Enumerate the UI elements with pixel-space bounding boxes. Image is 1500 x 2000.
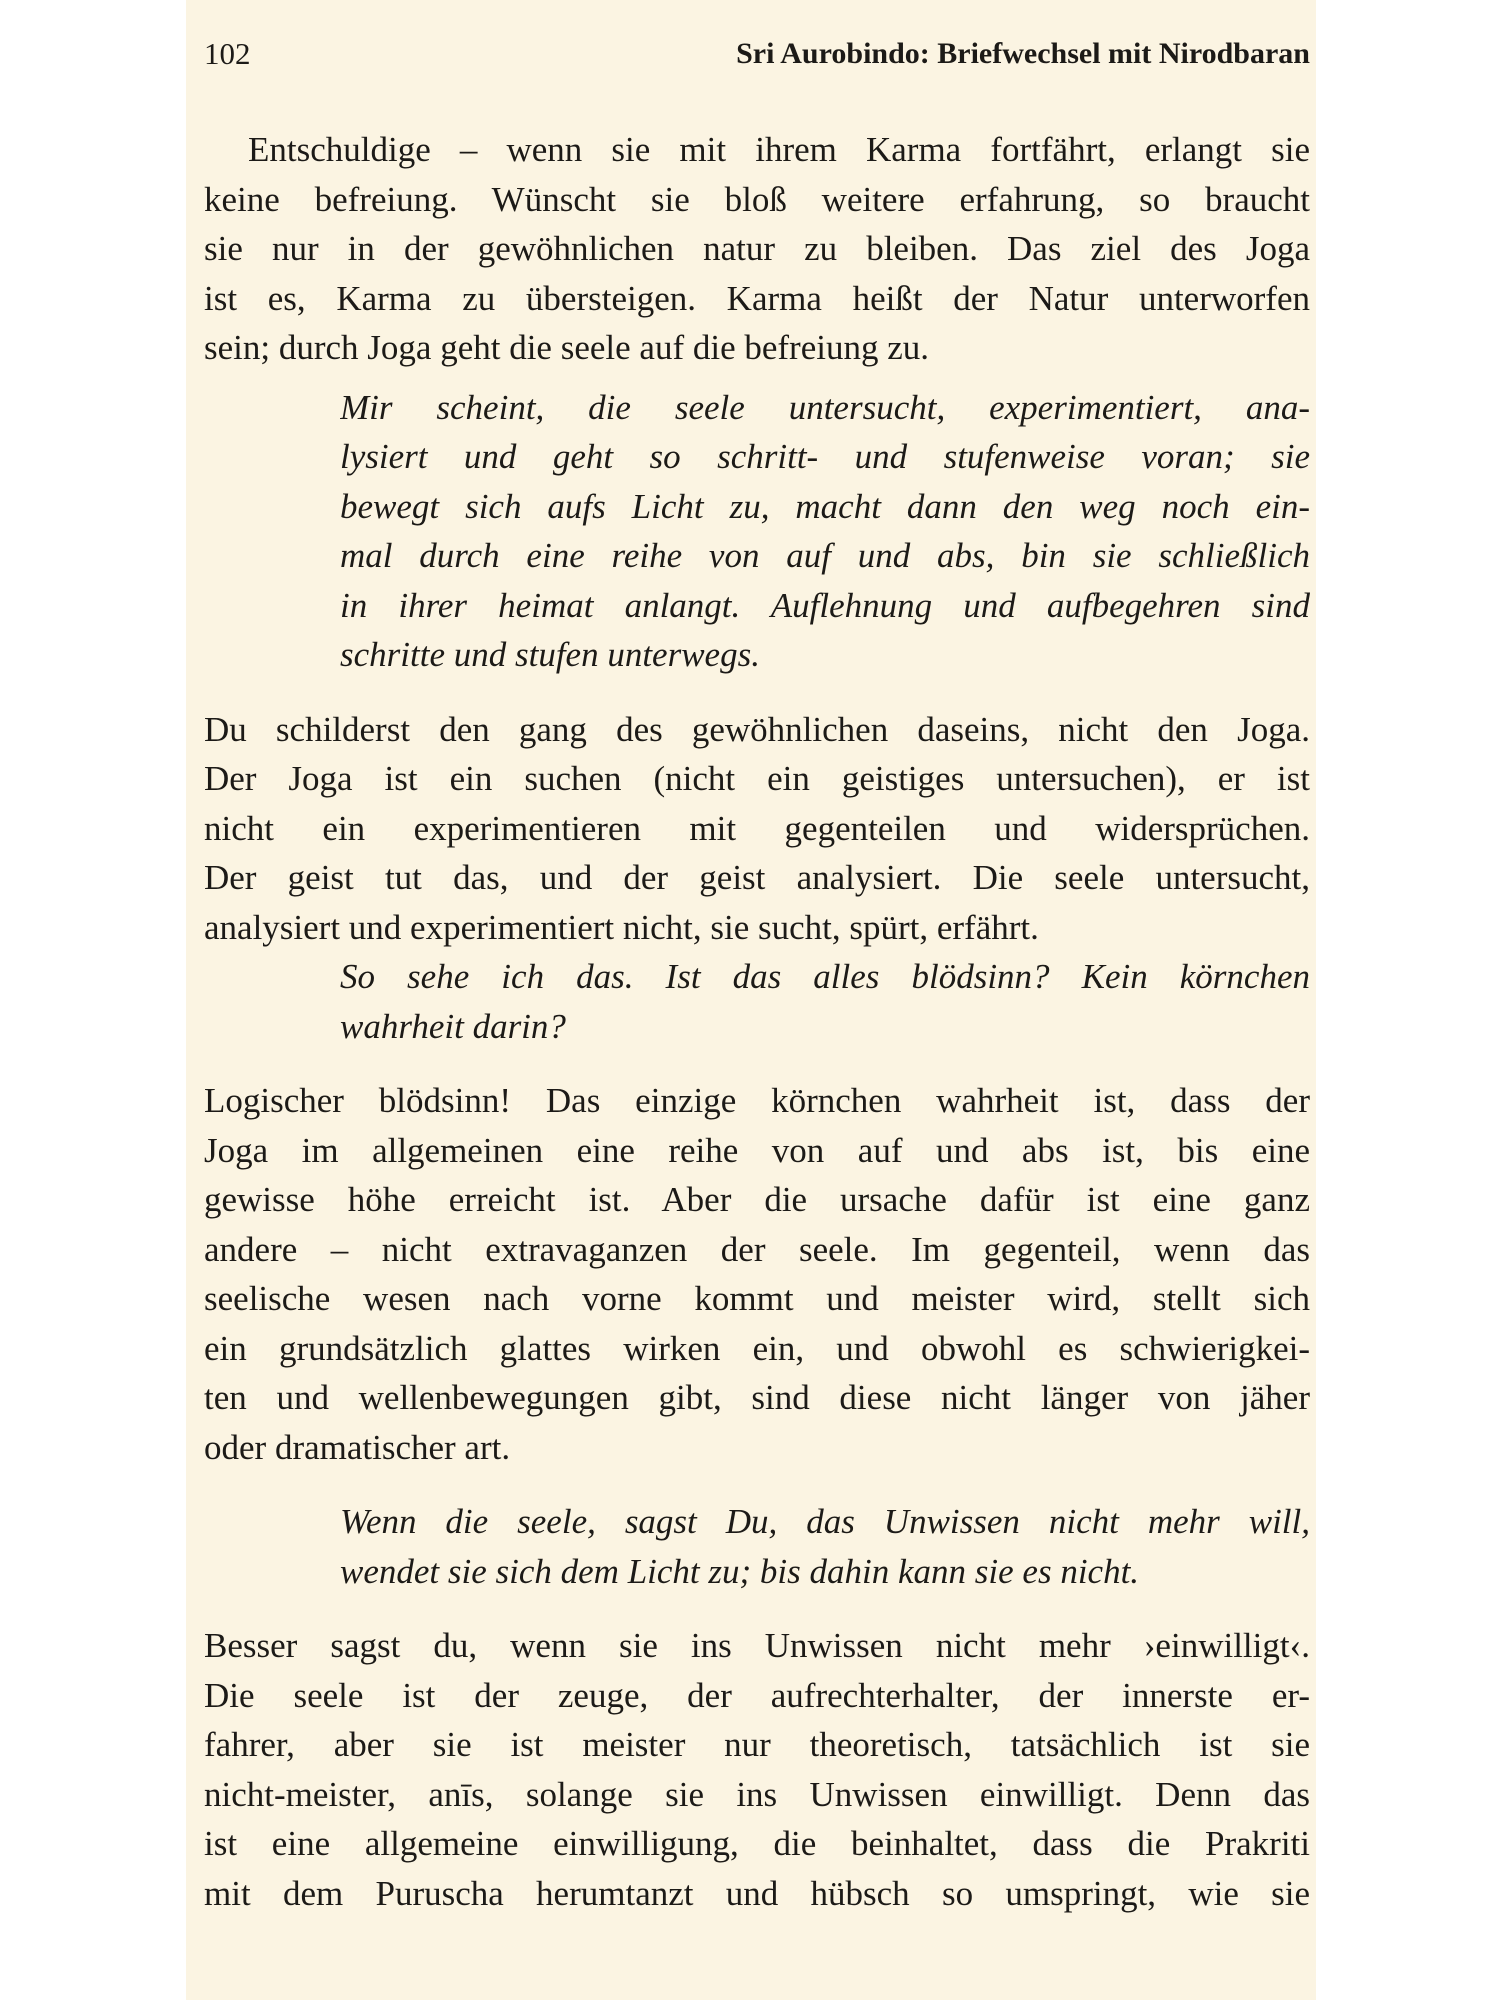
quote-line: Mir scheint, die seele untersucht, experimentiert, ana- [340,387,1310,427]
body-text [204,125,1310,1918]
text-line: Joga im allgemeinen eine reihe von auf und abs ist, bis eine [204,1130,1310,1170]
text-line: mit dem Puruscha herumtanzt und hübsch so umspringt, wie sie [204,1873,1310,1913]
text-line: sein; durch Joga geht die seele auf die befreiung zu. [204,328,930,367]
text-line: Du schilderst den gang des gewöhnlichen daseins, nicht den Joga. [204,709,1310,749]
text-line: Die seele ist der zeuge, der aufrechterhalter, der innerste er- [204,1675,1310,1715]
answer-paragraph-1 [204,125,1310,373]
quote-line: schritte und stufen unterwegs. [340,635,760,674]
answer-paragraph-3 [204,1076,1310,1472]
text-line: keine befreiung. Wünscht sie bloß weitere erfahrung, so braucht [204,179,1310,219]
page-header [204,34,1310,74]
quote-line: lysiert und geht so schritt- und stufenweise voran; sie [340,437,1310,476]
text-line: Der Joga ist ein suchen (nicht ein geistiges untersuchen), er ist [204,759,1310,798]
text-line: Logischer blödsinn! Das einzige körnchen wahrheit ist, dass der [204,1081,1310,1120]
page-number: 102 [204,36,251,71]
question-quote-3 [340,1497,1310,1596]
text-line: seelische wesen nach vorne kommt und meister wird, stellt sich [204,1279,1310,1318]
text-line: nicht ein experimentieren mit gegenteilen und widersprüchen. [204,808,1310,848]
text-line: Besser sagst du, wenn sie ins Unwissen nicht mehr ›einwilligt‹. [204,1626,1310,1665]
quote-line: Wenn die seele, sagst Du, das Unwissen nicht mehr will, [340,1502,1310,1541]
book-page [186,0,1316,2000]
quote-line: wendet sie sich dem Licht zu; bis dahin kann sie es nicht. [340,1551,1140,1591]
text-line: ten und wellenbewegungen gibt, sind diese nicht länger von jäher [204,1378,1310,1417]
text-line: gewisse höhe erreicht ist. Aber die ursache dafür ist eine ganz [204,1180,1310,1219]
text-line: ist eine allgemeine einwilligung, die beinhaltet, dass die Prakriti [204,1824,1310,1863]
answer-paragraph-4 [204,1621,1310,1918]
text-line: sie nur in der gewöhnlichen natur zu bleiben. Das ziel des Joga [204,229,1310,268]
quote-line: wahrheit darin? [340,1006,566,1046]
text-line: fahrer, aber sie ist meister nur theoretisch, tatsächlich ist sie [204,1725,1310,1764]
text-line: nicht-meister, anīs, solange sie ins Unwissen einwilligt. Denn das [204,1774,1310,1814]
text-line: ein grundsätzlich glattes wirken ein, und obwohl es schwierigkei- [204,1328,1310,1368]
text-line: Der geist tut das, und der geist analysiert. Die seele untersucht, [204,858,1310,897]
text-line: analysiert und experimentiert nicht, sie sucht, spürt, erfährt. [204,907,1039,947]
running-title: Sri Aurobindo: Briefwechsel mit Nirodbaran [736,37,1310,70]
answer-paragraph-2 [204,705,1310,953]
quote-line: So sehe ich das. Ist das alles blödsinn? Kein körnchen [340,957,1310,996]
quote-line: in ihrer heimat anlangt. Auflehnung und aufbegehren sind [340,585,1310,625]
text-line: Entschuldige – wenn sie mit ihrem Karma fortfährt, erlangt sie [248,130,1310,169]
text-line: ist es, Karma zu übersteigen. Karma heißt der Natur unterworfen [204,278,1310,318]
text-line: andere – nicht extravaganzen der seele. Im gegenteil, wenn das [204,1229,1310,1269]
quote-line: bewegt sich aufs Licht zu, macht dann den weg noch ein- [340,486,1310,526]
question-quote-2 [340,952,1310,1051]
text-line: oder dramatischer art. [204,1427,511,1467]
quote-line: mal durch eine reihe von auf und abs, bin sie schließlich [340,536,1310,575]
question-quote-1 [340,383,1310,680]
